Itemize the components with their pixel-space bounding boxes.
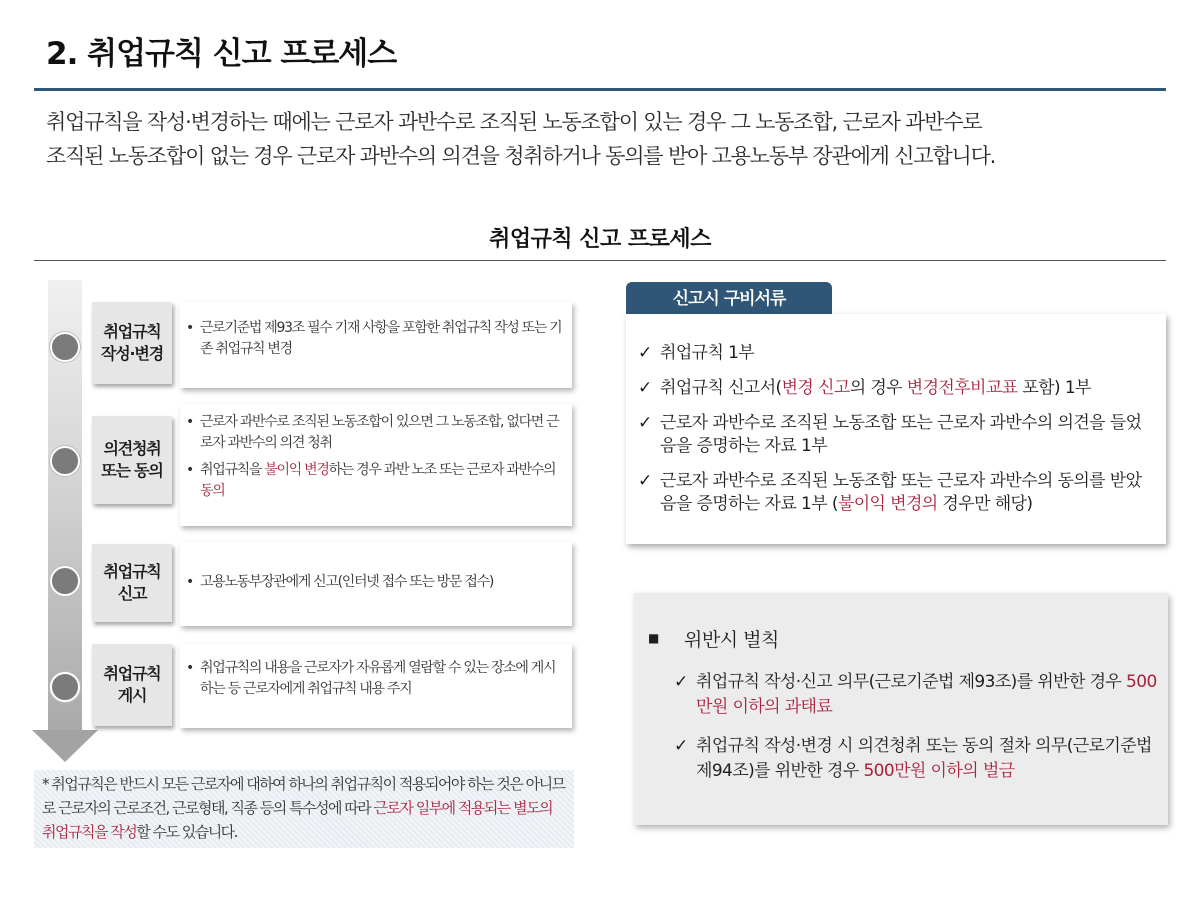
list-item	[186, 658, 566, 700]
step-desc-write-change	[180, 302, 572, 388]
list-item: ✓ 근로자 과반수로 조직된 노동조합 또는 근로자 과반수의 의견을 들었음을 증명하는 자료 1부	[638, 413, 1142, 456]
penalty-heading: ■ 위반시 벌칙	[648, 625, 1158, 652]
highlight-text: 불이익 변경	[264, 462, 329, 478]
list-item: ✓ 취업규칙 1부	[638, 343, 755, 363]
highlight-text: 변경전후비교표	[906, 378, 1018, 398]
step-marker-2	[50, 446, 80, 476]
list-item	[186, 460, 566, 502]
list-item	[186, 318, 566, 360]
step-marker-1	[50, 332, 80, 362]
bullet-icon: •	[186, 320, 193, 336]
list-item: ✓ 취업규칙 작성·변경 시 의견청취 또는 동의 절차 의무(근로기준법 제94조)를 위반한 경우 500만원 이하의 벌금	[648, 734, 1158, 784]
step-desc-text: 근로자 과반수로 조직된 노동조합이 있으면 그 노동조합, 없다면 근로자 과반수의 의견 청취	[200, 414, 559, 451]
section-divider	[34, 260, 1166, 261]
bullet-icon: •	[186, 660, 193, 676]
square-bullet-icon: ■	[648, 631, 659, 645]
step-label-report	[92, 544, 172, 622]
section-title: 취업규칙 신고 프로세스	[489, 227, 711, 252]
highlight-text: 변경 신고	[781, 378, 850, 398]
step-marker-3	[50, 566, 80, 596]
penalty-panel	[634, 593, 1168, 825]
step-label-line: 게시	[117, 686, 147, 705]
check-icon: ✓	[638, 378, 652, 398]
check-icon: ✓	[674, 736, 688, 756]
step-label-post	[92, 644, 172, 726]
step-desc-text: 취업규칙의 내용을 근로자가 자유롭게 열람할 수 있는 장소에 게시하는 등 근로자에게 취업규칙 내용 주지	[200, 660, 556, 697]
step-label-line: 또는 동의	[101, 461, 163, 480]
list-item	[186, 412, 566, 454]
page-title: 2. 취업규칙 신고 프로세스	[46, 36, 397, 72]
footnote: * 취업규칙은 반드시 모든 근로자에 대하여 하나의 취업규칙이 적용되어야 하는 것은 아니므로 근로자의 근로조건, 근로형태, 직종 등의 특수성에 따라 근로자 일부에 적용되는 별도의 취업규칙을 작성할 수도 있습니다.	[34, 770, 574, 848]
required-documents-tab: 신고시 구비서류	[626, 282, 832, 314]
check-icon: ✓	[638, 471, 652, 491]
title-divider	[34, 88, 1166, 91]
step-desc-post	[180, 644, 572, 728]
step-label-line: 취업규칙	[103, 562, 161, 581]
highlight-text: 500만원 이하의 과태료	[696, 672, 1157, 717]
step-label-opinion-consent	[92, 416, 172, 504]
step-desc-text: 근로기준법 제93조 필수 기재 사항을 포함한 취업규칙 작성 또는 기존 취업규칙 변경	[200, 320, 562, 357]
bullet-icon: •	[186, 414, 193, 430]
step-desc-text: 고용노동부장관에게 신고(인터넷 접수 또는 방문 접수)	[200, 574, 494, 590]
down-arrow-icon	[32, 730, 98, 762]
step-label-line: 의견청취	[103, 439, 161, 458]
highlight-text: 불이익 변경의	[837, 494, 938, 514]
intro-text-line-1: 취업규칙을 작성·변경하는 때에는 근로자 과반수로 조직된 노동조합이 있는 경우 그 노동조합, 근로자 과반수로	[46, 110, 982, 134]
list-item	[186, 572, 566, 593]
step-label-line: 취업규칙	[103, 664, 161, 683]
intro-text-line-2: 조직된 노동조합이 없는 경우 근로자 과반수의 의견을 청취하거나 동의를 받아 고용노동부 장관에게 신고합니다.	[46, 144, 996, 168]
list-item: ✓ 취업규칙 신고서(변경 신고의 경우 변경전후비교표 포함) 1부	[638, 378, 1091, 398]
step-desc-opinion-consent	[180, 404, 572, 526]
highlight-text: 동의	[200, 483, 225, 499]
highlight-text: 500만원 이하의 벌금	[863, 761, 1015, 781]
bullet-icon: •	[186, 574, 193, 590]
required-documents-list	[626, 314, 1166, 544]
check-icon: ✓	[638, 413, 652, 433]
step-label-line: 작성·변경	[101, 344, 163, 363]
step-label-write-change	[92, 302, 172, 384]
check-icon: ✓	[638, 343, 652, 363]
step-marker-4	[50, 672, 80, 702]
step-desc-text: 취업규칙을 불이익 변경하는 경우 과반 노조 또는 근로자 과반수의 동의	[200, 462, 556, 499]
step-desc-report	[180, 542, 572, 626]
bullet-icon: •	[186, 462, 193, 478]
check-icon: ✓	[674, 672, 688, 692]
step-label-line: 신고	[117, 584, 147, 603]
list-item: ✓ 근로자 과반수로 조직된 노동조합 또는 근로자 과반수의 동의를 받았음을 증명하는 자료 1부 (불이익 변경의 경우만 해당)	[638, 471, 1142, 514]
highlight-text: 근로자 일부에 적용되는 별도의 취업규칙을 작성	[42, 799, 553, 841]
step-label-line: 취업규칙	[103, 322, 161, 341]
list-item: ✓ 취업규칙 작성·신고 의무(근로기준법 제93조)를 위반한 경우 500만원 이하의 과태료	[648, 670, 1158, 720]
